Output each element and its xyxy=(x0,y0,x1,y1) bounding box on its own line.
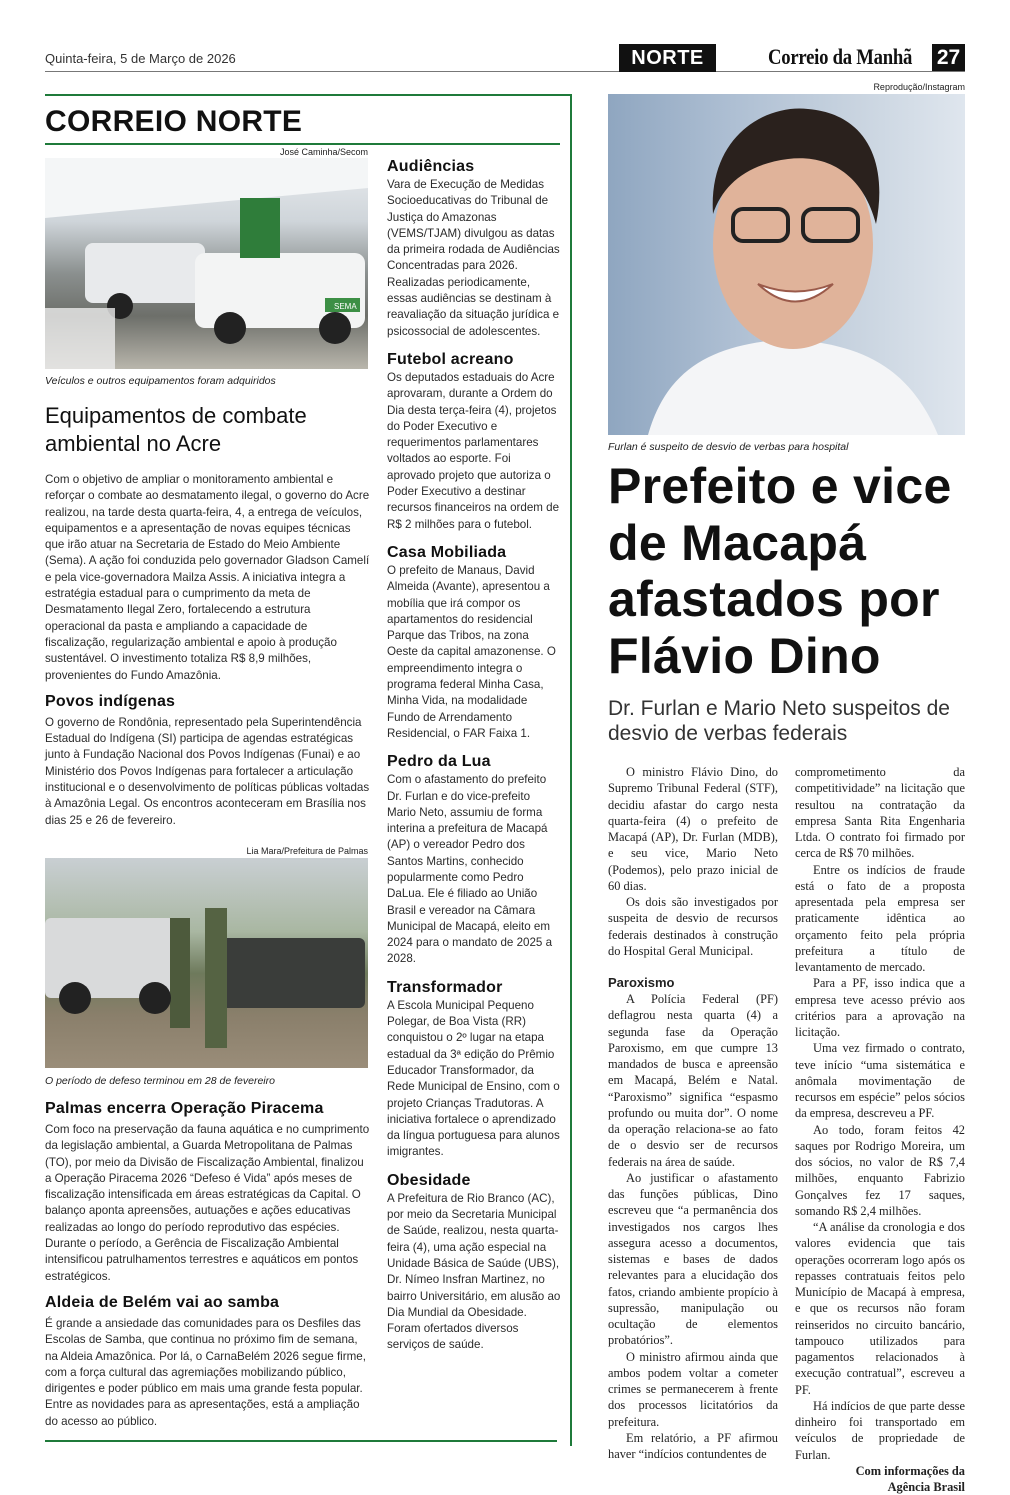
issue-date: Quinta-feira, 5 de Março de 2026 xyxy=(45,51,236,66)
article-title: Palmas encerra Operação Piracema xyxy=(45,1100,324,1117)
article-paragraph: Ao justificar o afastamento das funções públicas, Dino escreveu que “a permanência dos investigados nos cargos lhes assegura acesso a documentos, sistemas e bases de dados relevantes para a elucidação dos fatos, criando ambiente propício à supressão, manipulação ou ocultação de elementos probatórios”. xyxy=(608,1170,778,1348)
photo-vehicles xyxy=(45,158,368,369)
photo-operation xyxy=(45,858,368,1068)
note-body: O prefeito de Manaus, David Almeida (Avante), apresentou a mobília que irá compor os apartamentos do residencial Parque das Tribos, na zona Oeste da capital amazonense. O empreendimento integra o programa federal Minha Casa, Minha Vida, na modalidade Fundo de Arrendamento Residencial, o FAR Faixa 1. xyxy=(387,563,556,740)
article-body: Com foco na preservação da fauna aquática e no cumprimento da legislação ambiental, a Guarda Metropolitana de Palmas (TO), por meio da Divisão de Fiscalização Ambiental, finalizou a Operação Piracema 2026 “Defeso é Vida” após meses de fiscalização intensificada em áreas estratégicas da Capital. O balanço aponta apreensões, autuações e ações educativas realizadas ao longo do período reprodutivo das espécies. Durante o período, a Gerência de Fiscalização Ambiental intensificou patrulhamentos terrestres e aquáticos em pontos estratégicos. xyxy=(45,1123,370,1283)
page-number: 27 xyxy=(932,44,965,71)
article-paragraph: Há indícios de que parte desse dinheiro foi transportado em veículos de propriedade de Furlan. xyxy=(795,1398,965,1462)
photo-caption: Veículos e outros equipamentos foram adquiridos xyxy=(45,375,276,387)
note-title: Transformador xyxy=(387,978,503,996)
note-title: Futebol acreano xyxy=(387,350,514,368)
column-title: CORREIO NORTE xyxy=(45,105,303,138)
article-paragraph: Ao todo, foram feitos 42 saques por Rodrigo Moreira, um dos sócios, no valor de R$ 7,4 milhões, enquanto Fabrizio Gonçalves fez 17 saques, somando R$ 2,4 milhões. xyxy=(795,1122,965,1218)
note-body: A Escola Municipal Pequeno Polegar, de Boa Vista (RR) conquistou o 2º lugar na etapa estadual da 3ª edição do Prêmio Educador Transformador, da Rede Municipal de Ensino, com o projeto Crianças Tradutoras. A iniciativa fortalece o aprendizado da língua portuguesa para alunos imigrantes. xyxy=(387,998,560,1159)
note-title: Pedro da Lua xyxy=(387,753,491,771)
article-subtitle: Paroxismo xyxy=(608,975,675,990)
column-title-rule xyxy=(45,143,560,145)
article-paragraph: Os dois são investigados por suspeita de desvio de recursos federais destinados à construção do Hospital Geral Municipal. xyxy=(608,895,778,958)
article-title: Povos indígenas xyxy=(45,692,176,710)
sema-sign: SEMA xyxy=(334,302,357,311)
article-paragraph: O ministro afirmou ainda que ambos podem voltar a cometer crimes se permanecerem à frente dos processos licitatórios da prefeitura. xyxy=(608,1349,778,1429)
article-paragraph: “A análise da cronologia e dos valores evidencia que tais operações ocorreram logo após os repasses contratuais feitos pelo Município de Macapá à empresa, e que os recursos não foram reinseridos no circuito bancário, tampouco utilizados para pagamentos relacionados à execução contratual”, escreveu a PF. xyxy=(795,1220,965,1397)
column-bottom-rule xyxy=(45,1440,557,1442)
article-body: É grande a ansiedade das comunidades para os Desfiles das Escolas de Samba, que continua no próximo fim de semana, na Aldeia Amazônica. Por lá, o CarnaBelém 2026 segue firme, com a força cultural das agremiações mobilizando público, dirigentes e poder público em mais uma grande festa popular. Entre as novidades para as apresentações, está a ampliação do acesso ao público. xyxy=(45,1316,366,1428)
article-title: Aldeia de Belém vai ao samba xyxy=(45,1293,280,1311)
note-body: Vara de Execução de Medidas Socioeducativas do Tribunal de Justiça do Amazonas (VEMS/TJAM) divulgou as datas da primeira rodada de Audiências Concentradas para 2026. Realizadas periodicamente, essas audiências se destinam à reavaliação da situação jurídica e psicossocial de adolescentes. xyxy=(387,178,560,338)
article-title: Equipamentos de combate ambiental no Acre xyxy=(45,403,307,456)
photo-credit: Reprodução/Instagram xyxy=(873,82,965,92)
column-divider xyxy=(570,94,572,1446)
article-body: Com o objetivo de ampliar o monitoramento ambiental e reforçar o combate ao desmatamento ilegal, o governo do Acre realizou, na tarde desta quarta-feira, 4, a entrega de veículos, equipamentos e a apresentação de novas equipes técnicas que irão atuar na Secretaria de Estado do Meio Ambiente (Sema). A ação foi conduzida pelo governador Gladson Camelí e pela vice-governadora Mailza Assis. A iniciativa integra a estratégia estadual para o cumprimento da meta de Desmatamento Ilegal Zero, fortalecendo a estrutura operacional da pasta e ampliando a capacidade de fiscalização, regularização ambiental e apoio à produção sustentável. O investimento totaliza R$ 8,9 milhões, provenientes do Fundo Amazônia. xyxy=(45,473,370,682)
article-paragraph: A Polícia Federal (PF) deflagrou nesta quarta (4) a segunda fase da Operação Paroxismo, em que cumpre 13 mandados de busca e apreensão em Macapá, Belém e Natal. “Paroxismo” significa “espasmo profundo ou muita dor”. O nome da operação relaciona-se ao fato de o desvio ser de recursos federais na área de saúde. xyxy=(608,992,778,1169)
article-source: Com informações da xyxy=(855,1463,965,1478)
article-paragraph: Entre os indícios de fraude está o fato de a proposta apresentada pela empresa ser praticamente idêntica ao orçamento feito pela própria prefeitura a título de levantamento de mercado. xyxy=(795,862,965,974)
subheadline: Dr. Furlan e Mario Neto suspeitos de desvio de verbas federais xyxy=(608,697,950,745)
photo-portrait xyxy=(608,94,965,435)
note-body: A Prefeitura de Rio Branco (AC), por meio da Secretaria Municipal de Saúde, realizou, nesta quarta-feira (4), uma ação especial na Unidade Básica de Saúde (UBS), Dr. Nímeo Insfran Martinez, no bairro Universitário, em alusão ao Dia Mundial da Obesidade. Foram ofertados diversos serviços de saúde. xyxy=(387,1191,561,1352)
header-rule xyxy=(45,71,965,72)
photo-caption: O período de defeso terminou em 28 de fevereiro xyxy=(45,1075,275,1087)
operation-illustration xyxy=(45,858,368,1068)
column-top-rule xyxy=(45,94,571,96)
article-body: O governo de Rondônia, representado pela Superintendência Estadual do Indígena (SI) participa de agendas estratégicas junto à Fundação Nacional dos Povos Indígenas (Funai) e ao Ministério dos Povos Indígenas para fortalecer a articulação institucional e o desenvolvimento de políticas públicas voltadas à Amazônia Legal. Os encontros aconteceram em Brasília nos dias 25 e 26 de fevereiro. xyxy=(45,715,370,827)
newspaper-logo: Correio da Manhã xyxy=(768,44,913,69)
article-paragraph: O ministro Flávio Dino, do Supremo Tribunal Federal (STF), decidiu afastar do cargo nesta quarta-feira (4) o prefeito de Macapá (AP), Dr. Furlan (MDB), e seu vice, Mario Neto (Podemos), pelo prazo inicial de 60 dias. xyxy=(608,765,778,893)
note-body: Os deputados estaduais do Acre aprovaram, durante a Ordem do Dia desta terça-feira (4), projetos do Poder Executivo e requerimentos parlamentares voltados ao esporte. Foi aprovado projeto que autoriza o Poder Executivo a destinar recursos financeiros na ordem de R$ 2 milhões para o futebol. xyxy=(387,370,560,531)
article-paragraph: Uma vez firmado o contrato, teve início “uma sistemática e anômala movimentação de recursos em espécie” pelos sócios da empresa, descreveu a PF. xyxy=(795,1041,965,1121)
note-title: Casa Mobiliada xyxy=(387,543,507,561)
photo-credit: Lia Mara/Prefeitura de Palmas xyxy=(246,846,368,856)
note-title: Audiências xyxy=(387,158,475,175)
headline: Prefeito e vice de Macapá afastados por Flávio Dino xyxy=(608,458,952,684)
note-body: Com o afastamento do prefeito Dr. Furlan e do vice-prefeito Mario Neto, assumiu de forma interina a prefeitura de Macapá (AP) o vereador Pedro dos Santos Martins, conhecido popularmente como Pedro DaLua. Ele é filiado ao União Brasil e vereador na Câmara Municipal de Macapá, eleito em 2024 para o mandato de 2025 a 2028. xyxy=(387,773,553,966)
note-title: Obesidade xyxy=(387,1171,471,1189)
article-paragraph: Para a PF, isso indica que a empresa teve acesso prévio aos critérios para a aprovação na licitação. xyxy=(795,976,965,1039)
article-paragraph: Em relatório, a PF afirmou haver “indícios contundentes de xyxy=(608,1430,778,1461)
photo-credit: José Caminha/Secom xyxy=(279,147,368,157)
photo-caption: Furlan é suspeito de desvio de verbas para hospital xyxy=(608,441,849,453)
article-source: Agência Brasil xyxy=(887,1480,965,1494)
article-paragraph: comprometimento da competitividade” na licitação que resultou na contratação da empresa Santa Rita Engenharia Ltda. O contrato foi firmado por cerca de R$ 70 milhões. xyxy=(795,765,965,861)
portrait-illustration xyxy=(608,94,965,435)
vehicles-illustration xyxy=(45,158,368,369)
section-label: NORTE xyxy=(619,44,716,72)
